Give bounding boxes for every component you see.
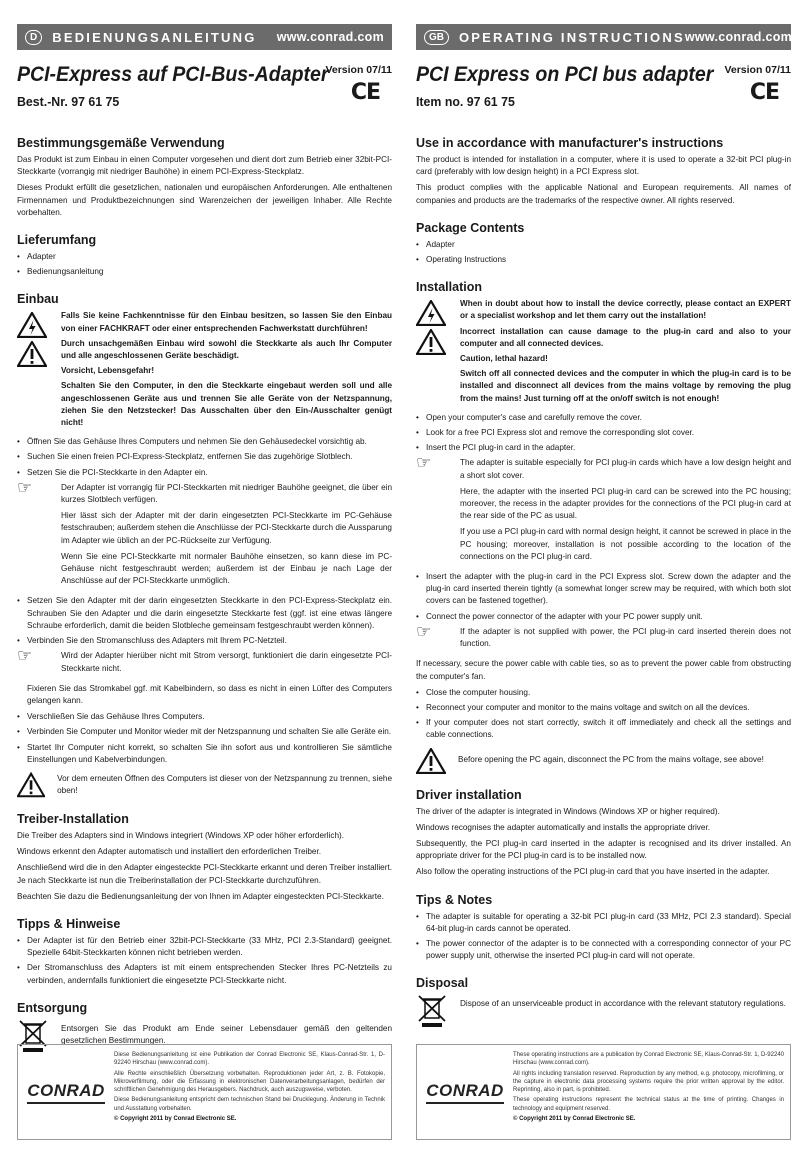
paragraph: Windows recognises the adapter automatically and installs the appropriate driver. [416,822,710,832]
section-heading: Lieferumfang [17,233,97,248]
imprint-text: These operating instructions are a publication by Conrad Electronic SE, Klaus-Conrad-Str. 1, D-92240 Hirschau (www.conrad.com). [513,1052,784,1067]
tips-list [17,935,392,987]
section-heading: Driver installation [416,787,522,802]
disposal-text: Dispose of an unserviceable product in accordance with the relevant statutory regulations. [460,999,786,1009]
imprint-text: Diese Bedienungsanleitung ist eine Publikation der Conrad Electronic SE, Klaus-Conrad-Str. 1, D-92240 Hirschau (www.conrad.com). [114,1052,385,1067]
list-item: • Bedienungsanleitung [17,266,392,278]
warning-text: Switch off all connected devices and the computer in which the plug-in card is to be installed and disconnect all devices from the mains voltage by removing the plug from the mains! Just turning off at the on/off switch is not enough! [460,369,791,403]
wheelie-bin-crossed-icon [416,994,448,1028]
note-text: Wenn Sie eine PCI-Steckkarte mit normaler Bauhöhe einsetzen, so kann diese im PC-Gehäuse nicht festgeschraubt werden; außerdem ist der Einbau je nach Lage der Anschlüsse auf der PCI-Steckkarte unmöglich. [61,551,392,586]
ce-mark-icon: CE [749,80,779,105]
note-block [17,477,392,592]
list-item: • Setzen Sie den Adapter mit der darin eingesetzten Steckkarte in den PCI-Express-Steckplatz ein. Schrauben Sie den Adapter und die darin eingesetzte Steckkarte fest (ggf. ist eine etwas längere Schraube erforderlich, damit die beiden Slotbleche gemeinsam festgeschraubt werden können). [17,595,392,632]
section-heading: Tips & Notes [416,892,493,907]
disposal-block [416,994,791,1028]
steps-list [17,711,392,766]
note-text: Der Adapter ist vorrangig für PCI-Steckkarten mit niedriger Bauhöhe geeignet, die über ein kurzes Slotblech verfügen. [61,482,392,505]
warning-block [416,298,791,408]
steps-list [416,687,791,742]
doc-header [416,50,791,122]
list-item: • Verbinden Sie den Stromanschluss des Adapters mit Ihrem PC-Netzteil. [17,635,392,647]
paragraph: Beachten Sie dazu die Bedienungsanleitung der von Ihnen im Adapter eingesteckten PCI-Steckkarte. [17,891,384,901]
german-column [17,24,392,1053]
banner-title: BEDIENUNGSANLEITUNG [52,29,257,45]
language-badge: GB [424,30,449,45]
list-item: • Adapter [17,251,392,263]
english-column [416,24,791,1028]
list-item: • Reconnect your computer and monitor to the mains voltage and switch on all the devices. [416,702,791,714]
list-item: • Verschließen Sie das Gehäuse Ihres Computers. [17,711,392,723]
pointing-hand-icon: ☞ [416,453,432,473]
paragraph: Windows erkennt den Adapter automatisch und installiert den erforderlichen Treiber. [17,847,322,857]
steps-list [416,412,791,455]
note-text: The adapter is suitable especially for PCI plug-in cards which have a low design height and a short slot cover. [460,458,791,480]
note-text: Wird der Adapter hierüber nicht mit Strom versorgt, funktioniert die darin eingesetzte PCI-Steckkarte nicht. [61,651,392,673]
list-item: • Look for a free PCI Express slot and remove the corresponding slot cover. [416,427,791,439]
paragraph: Dieses Produkt erfüllt die gesetzlichen, nationalen und europäischen Anforderungen. Alle enthaltenen Firmennamen und Produktbezeichnungen sind Warenzeichen der jeweiligen Inhaber. Alle Rechte vorbehalten. [17,183,392,217]
section-heading: Use in accordance with manufacturer's instructions [416,136,724,150]
section-heading: Package Contents [416,220,525,235]
steps-list [17,595,392,647]
package-list [416,239,791,266]
section-heading: Disposal [416,976,469,991]
paragraph: The driver of the adapter is integrated in Windows (Windows XP or higher required). [416,806,720,816]
conrad-logo: CONRAD [426,1081,504,1104]
list-item: • Operating Instructions [416,254,791,266]
warning-text: Vor dem erneuten Öffnen des Computers ist dieser von der Netzspannung zu trennen, siehe oben! [57,773,392,795]
imprint-text: All rights including translation reserved. Reproduction by any method, e.g. photocopy, microfilming, or the capture in electronic data processing systems require the prior written approval by the editor. Reprinting, also in part, is prohibited. [513,1070,784,1094]
warning-block [416,748,791,774]
list-item: • Adapter [416,239,791,251]
warning-block [17,310,392,432]
imprint-text: Diese Bedienungsanleitung entspricht dem technischen Stand bei Drucklegung. Änderung in Technik und Ausstattung vorbehalten. [114,1097,385,1112]
warning-icon [416,329,446,355]
list-item: • Connect the power connector of the adapter with your PC power supply unit. [416,611,791,623]
conrad-logo: CONRAD [27,1081,105,1104]
version-label: Version 07/11 [325,64,392,76]
header-banner [17,24,392,50]
steps-list [17,436,392,479]
item-number: Item no. 97 61 75 [416,94,515,109]
document-title: PCI Express on PCI bus adapter [416,63,714,86]
list-item: • Der Adapter ist für den Betrieb einer 32bit-PCI-Steckkarte (33 MHz, PCI 2.3-Standard) geeignet. Spezielle 64bit-Steckkarten können nicht betrieben werden. [17,935,392,959]
version-label: Version 07/11 [724,64,791,76]
list-item: • The adapter is suitable for operating a 32-bit PCI plug-in card (33 MHz, PCI 2.3 standard). Special 64-bit plug-in cards cannot be operated. [416,911,791,935]
warning-text: Vorsicht, Lebensgefahr! [61,366,155,376]
list-item: • Close the computer housing. [416,687,791,699]
electric-hazard-icon [416,300,446,326]
pointing-hand-icon: ☞ [17,646,33,666]
note-block [416,621,791,654]
section-heading: Einbau [17,292,59,307]
imprint-box [416,1044,791,1140]
list-item: • Setzen Sie die PCI-Steckkarte in den Adapter ein. [17,467,392,479]
list-item: • The power connector of the adapter is to be connected with a corresponding connector of your PC power supply unit, otherwise the inserted PCI plug-in card will not operate. [416,938,791,962]
copyright: © Copyright 2011 by Conrad Electronic SE. [513,1116,636,1123]
warning-block [17,772,392,798]
paragraph: Die Treiber des Adapters sind in Windows integriert (Windows XP oder höher erforderlich). [17,830,345,840]
note-block [416,453,791,567]
item-number: Best.-Nr. 97 61 75 [17,94,120,109]
warning-text: When in doubt about how to install the device correctly, please contact an EXPERT or a specialist workshop and let them carry out the installation! [460,299,791,321]
warning-icon [17,772,45,798]
list-item: • Insert the PCI plug-in card in the adapter. [416,442,791,454]
paragraph: If necessary, secure the power cable with cable ties, so as to prevent the power cable from obstructing the computer's fan. [416,659,791,681]
warning-text: Before opening the PC again, disconnect the PC from the mains voltage, see above! [458,755,764,765]
warning-text: Caution, lethal hazard! [460,354,548,364]
ce-mark-icon: CE [350,80,380,105]
note-text: Hier lässt sich der Adapter mit der darin eingesetzten PCI-Steckkarte im PC-Gehäuse festschrauben; außerdem stehen die Anschlüsse der PCI-Steckkarte durch die Aussparung im Adapter wie üblich an der PC-Rückseite zur Verfügung. [61,511,392,545]
header-banner [416,24,791,50]
paragraph: Fixieren Sie das Stromkabel ggf. mit Kabelbindern, so dass es nicht in einen Lüfter des Computers gelangen kann. [27,683,392,705]
list-item: • Insert the adapter with the plug-in card in the PCI Express slot. Screw down the adapter and the plug-in card inserted therein tightly (a somewhat longer screw may be required, with which both slot covers can be fastened together). [416,571,791,608]
section-heading: Installation [416,280,482,295]
imprint-text: Alle Rechte einschließlich Übersetzung vorbehalten. Reproduktionen jeder Art, z. B. Fotokopie, Mikroverfilmung, oder die Erfassung in elektronischen Datenverarbeitungsanlagen, bedürfen der schriftlichen Genehmigung des Herausgebers. Nachdruck, auch auszugsweise, verboten. [114,1070,385,1094]
imprint-text: These operating instructions represent the technical status at the time of printing. Changes in technology and equipment reserved. [513,1097,784,1112]
paragraph: This product complies with the applicable National and European requirements. All names of companies and products are the trademarks of the respective owner. All rights reserved. [416,183,791,205]
warning-icon [17,341,47,367]
document-title: PCI-Express auf PCI-Bus-Adapter [17,63,329,86]
copyright: © Copyright 2011 by Conrad Electronic SE. [114,1116,237,1123]
note-text: Here, the adapter with the inserted PCI plug-in card can be screwed into the PC housing; moreover, the recess in the adapter provides for the connections of the PCI plug-in card at the rear side of the PC as usual. [460,486,791,521]
banner-title: OPERATING INSTRUCTIONS [459,29,685,45]
section-heading: Treiber-Installation [17,811,129,826]
warning-icon [416,748,446,774]
note-text: If the adapter is not supplied with power, the PCI plug-in card inserted therein does not function. [460,626,791,649]
list-item: • Suchen Sie einen freien PCI-Express-Steckplatz, entfernen Sie das zugehörige Slotblech. [17,451,392,463]
electric-hazard-icon [17,312,47,338]
paragraph: The product is intended for installation in a computer, where it is used to operate a 32-bit PCI plug-in card (preferably with low design height) in a PCI Express slot. [416,155,791,177]
paragraph: Anschließend wird die in den Adapter eingesteckte PCI-Steckkarte erkannt und deren Treiber installiert. Je nach Steckkarte ist nun die Treiberinstallation der PCI-Steckkarte durchzuführen. [17,863,392,885]
tips-list [416,911,791,963]
package-list [17,251,392,278]
section-heading: Entsorgung [17,1000,88,1015]
list-item: • Verbinden Sie Computer und Monitor wieder mit der Netzspannung und schalten Sie alle Geräte ein. [17,726,392,738]
warning-text: Incorrect installation can cause damage to the plug-in card and also to your computer and all connected devices. [460,326,791,348]
warning-text: Falls Sie keine Fachkenntnisse für den Einbau besitzen, so lassen Sie den Einbau von einer FACHKRAFT oder einer entsprechenden Fachwerkstatt durchführen! [61,311,392,333]
pointing-hand-icon: ☞ [416,621,432,641]
steps-list [416,571,791,623]
website-link[interactable]: www.conrad.com [276,30,384,44]
note-text: If you use a PCI plug-in card with normal design height, it cannot be screwed in place in the PC housing; moreover, installation is not possible according to the location of the connections on the PCI plug-in card. [460,527,791,561]
section-heading: Tipps & Hinweise [17,916,121,931]
paragraph: Subsequently, the PCI plug-in card inserted in the adapter is recognised and its driver installed. An appropriate driver for the PCI plug-in card is to be installed now. [416,838,791,861]
website-link[interactable]: www.conrad.com [684,30,793,44]
list-item: • Startet Ihr Computer nicht korrekt, so schalten Sie ihn sofort aus und kontrollieren Sie sämtliche Einstellungen und Kabelverbindungen. [17,742,392,766]
warning-text: Schalten Sie den Computer, in den die Steckkarte eingebaut werden soll und alle angeschlossenen Geräte aus und trennen Sie alle Geräte von der Netzspannung, ziehen Sie den Netzstecker! Das Ausschalten über den Ein-/Ausschalter genügt nicht! [61,381,392,428]
language-badge: D [25,30,42,45]
section-heading: Bestimmungsgemäße Verwendung [17,136,225,150]
paragraph: Das Produkt ist zum Einbau in einen Computer vorgesehen und dient dort zum Betrieb einer 32bit-PCI-Steckkarte (vorrangig mit niedriger Bauhöhe) in einem PCI-Express-Steckplatz. [17,155,392,177]
pointing-hand-icon: ☞ [17,477,33,497]
warning-text: Durch unsachgemäßen Einbau wird sowohl die Steckkarte als auch Ihr Computer und alle angeschlossenen Geräte beschädigt. [61,338,392,361]
imprint-box [17,1044,392,1140]
doc-header [17,50,392,122]
list-item: • Der Stromanschluss des Adapters ist mit einem entsprechenden Stecker Ihres PC-Netzteils zu verbinden, andernfalls funktioniert die eingesetzte PCI-Steckkarte nicht. [17,962,392,986]
note-block [17,646,392,678]
list-item: • Öffnen Sie das Gehäuse Ihres Computers und nehmen Sie den Gehäusedeckel vorsichtig ab. [17,436,392,448]
disposal-text: Entsorgen Sie das Produkt am Ende seiner Lebensdauer gemäß den geltenden gesetzlichen Bestimmungen. [61,1023,392,1045]
list-item: • If your computer does not start correctly, switch it off immediately and check all the settings and cable connections. [416,717,791,741]
paragraph: Also follow the operating instructions of the PCI plug-in card that you have inserted in the adapter. [416,867,770,877]
list-item: • Open your computer's case and carefully remove the cover. [416,412,791,424]
